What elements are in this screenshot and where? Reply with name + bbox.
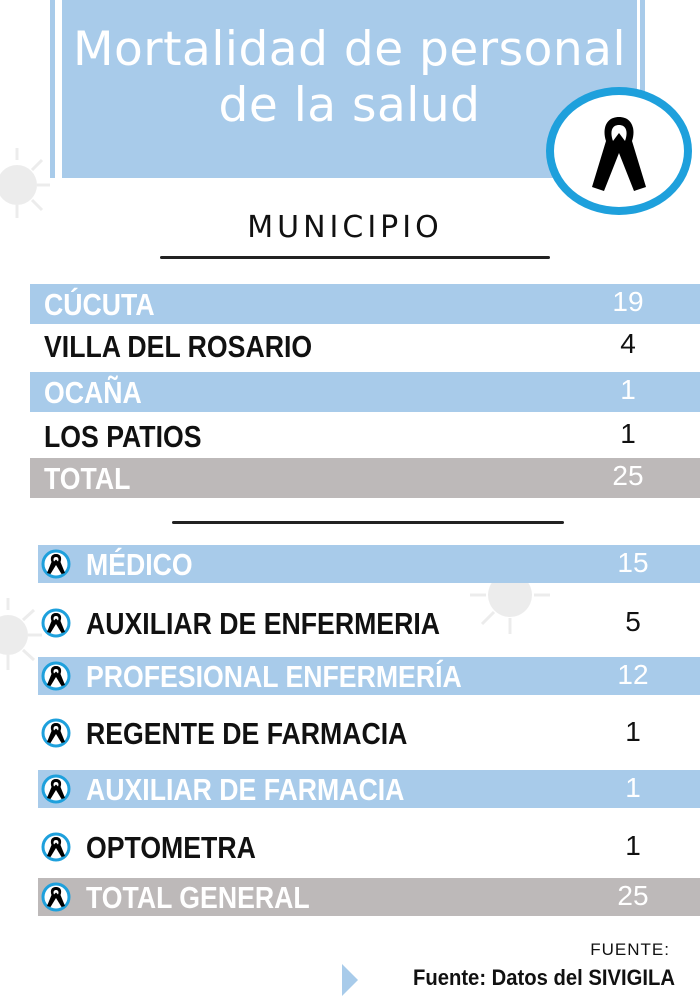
source-heading: FUENTE: xyxy=(590,940,670,959)
municipio-value: 4 xyxy=(620,328,636,359)
profesion-row xyxy=(38,545,700,583)
municipio-row xyxy=(30,458,700,498)
profesion-label: AUXILIAR DE FARMACIA xyxy=(86,772,405,807)
mourning-ribbon-icon xyxy=(546,87,692,215)
municipio-value: 1 xyxy=(620,374,636,405)
municipio-value: 25 xyxy=(612,460,644,491)
title-accent-line xyxy=(50,0,55,178)
page-title xyxy=(62,22,637,134)
section-title: MUNICIPIO xyxy=(247,210,443,245)
profesion-row xyxy=(38,604,700,642)
profesion-row xyxy=(38,828,700,866)
ribbon-circle-icon xyxy=(40,607,72,644)
profesion-row xyxy=(38,770,700,808)
municipio-label: CÚCUTA xyxy=(44,287,155,322)
municipio-row xyxy=(30,326,700,366)
profesion-value: 12 xyxy=(617,659,649,690)
profesion-label: TOTAL GENERAL xyxy=(86,880,310,915)
profesion-value: 5 xyxy=(625,606,641,637)
ribbon-circle-icon xyxy=(40,881,72,918)
profesion-value: 1 xyxy=(625,772,641,803)
profesion-row xyxy=(38,657,700,695)
municipio-row xyxy=(30,372,700,412)
profesion-label: AUXILIAR DE ENFERMERIA xyxy=(86,606,441,641)
profesion-label: OPTOMETRA xyxy=(86,830,256,865)
middle-divider xyxy=(172,521,564,524)
ribbon-circle-icon xyxy=(40,548,72,585)
section-divider xyxy=(160,256,550,259)
profesion-label: PROFESIONAL ENFERMERÍA xyxy=(86,659,462,694)
municipio-value: 1 xyxy=(620,418,636,449)
municipio-label: LOS PATIOS xyxy=(44,419,202,454)
ribbon-circle-icon xyxy=(40,773,72,810)
ribbon-circle-icon xyxy=(40,717,72,754)
profesion-value: 15 xyxy=(617,547,649,578)
profesion-value: 1 xyxy=(625,830,641,861)
profesion-value: 25 xyxy=(617,880,649,911)
source-text: Fuente: Datos del SIVIGILA xyxy=(412,965,675,990)
profesion-row xyxy=(38,878,700,916)
profesion-value: 1 xyxy=(625,716,641,747)
page-title-line2: de la salud xyxy=(218,78,481,133)
arrow-right-icon xyxy=(342,964,358,996)
page-title-line1: Mortalidad de personal xyxy=(72,22,627,77)
municipio-value: 19 xyxy=(612,286,644,317)
profesion-label: REGENTE DE FARMACIA xyxy=(86,716,408,751)
municipio-label: VILLA DEL ROSARIO xyxy=(44,329,313,364)
municipio-row xyxy=(30,284,700,324)
municipio-label: TOTAL xyxy=(44,461,131,496)
municipio-label: OCAÑA xyxy=(44,375,142,410)
profesion-label: MÉDICO xyxy=(86,547,193,582)
ribbon-circle-icon xyxy=(40,831,72,868)
municipio-row xyxy=(30,416,700,456)
ribbon-circle-icon xyxy=(40,660,72,697)
profesion-row xyxy=(38,714,700,752)
